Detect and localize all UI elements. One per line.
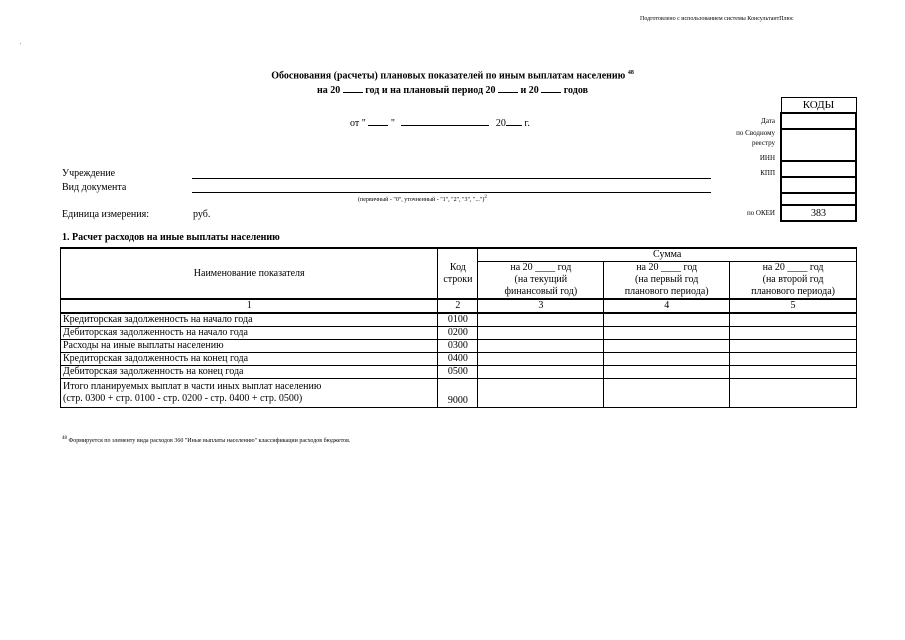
sum-cell[interactable] [478, 327, 604, 340]
total-row-code: 9000 [438, 379, 478, 408]
table-row [61, 366, 857, 379]
col-header-sum-3 [730, 262, 857, 300]
row-name: Кредиторская задолженность на конец года [61, 353, 438, 366]
row-code: 0200 [438, 327, 478, 340]
sum-cell[interactable] [478, 340, 604, 353]
total-row-name [61, 379, 438, 408]
sum-cell[interactable] [604, 353, 730, 366]
codes-header: КОДЫ [781, 98, 856, 114]
doc-type-label: Вид документа [62, 182, 127, 193]
sum-cell[interactable] [730, 366, 857, 379]
month-blank [401, 116, 489, 126]
code-registry-cell [781, 129, 856, 161]
row-code: 0300 [438, 340, 478, 353]
sum-cell[interactable] [604, 327, 730, 340]
code-date-cell [781, 113, 856, 129]
row-code: 0100 [438, 313, 478, 327]
col-header-sum-2-line3: планового периода) [624, 286, 709, 297]
codes-label-registry: по Сводному реестру [736, 129, 775, 147]
sum-cell[interactable] [478, 379, 604, 408]
code-okei-cell: 383 [781, 205, 856, 221]
sum-cell[interactable] [604, 313, 730, 327]
col-header-sum: Сумма [478, 248, 857, 262]
table-row [61, 353, 857, 366]
document-title [0, 66, 905, 98]
day-blank [368, 116, 388, 126]
codes-label-kpp: КПП [760, 169, 775, 177]
unit-value: руб. [193, 209, 211, 220]
col-number-2: 2 [438, 299, 478, 313]
col-header-sum-1 [478, 262, 604, 300]
row-code: 0500 [438, 366, 478, 379]
col-header-sum-2 [604, 262, 730, 300]
col-header-sum-3-line2: (на второй год [762, 274, 824, 285]
col-header-name: Наименование показателя [61, 248, 438, 299]
table-row [61, 327, 857, 340]
col-number-4: 4 [604, 299, 730, 313]
col-number-3: 3 [478, 299, 604, 313]
codes-label-okei: по ОКЕИ [746, 209, 775, 217]
sum-cell[interactable] [604, 379, 730, 408]
stray-dot: . [20, 40, 22, 46]
title-footnote-ref: 48 [627, 70, 634, 76]
col-number-5: 5 [730, 299, 857, 313]
col-header-sum-3-line1: на 20 ____ год [762, 262, 824, 273]
sum-cell[interactable] [730, 379, 857, 408]
table-row [61, 340, 857, 353]
calculation-table [60, 247, 857, 408]
codes-table [780, 97, 857, 222]
row-name: Расходы на иные выплаты населению [61, 340, 438, 353]
row-name: Кредиторская задолженность на начало года [61, 313, 438, 327]
sum-cell[interactable] [478, 353, 604, 366]
col-header-sum-2-line1: на 20 ____ год [636, 262, 698, 273]
col-header-sum-1-line3: финансовый год) [504, 286, 578, 297]
col-header-sum-2-line2: (на первый год [635, 274, 699, 285]
col-number-1: 1 [61, 299, 438, 313]
doc-type-line [192, 192, 711, 193]
doc-type-note [358, 195, 487, 203]
year-blank-2 [498, 83, 518, 93]
row-name: Дебиторская задолженность на начало года [61, 327, 438, 340]
table-row [61, 313, 857, 327]
row-code: 0400 [438, 353, 478, 366]
total-row-name-line2: (стр. 0300 + стр. 0100 - стр. 0200 - стр. 0400 + стр. 0500) [63, 393, 303, 404]
prepared-by-note: Подготовлено с использованием системы КонсультантПлюс [640, 16, 794, 22]
title-line-2-part-b: год и на плановый период 20 [365, 85, 496, 97]
doc-type-note-ref: 2 [484, 195, 487, 200]
date-from-label: от " [350, 118, 366, 129]
code-kpp-cell [781, 177, 856, 193]
col-header-sum-1-line1: на 20 ____ год [510, 262, 572, 273]
institution-line [192, 178, 711, 179]
col-header-sum-1-line2: (на текущий [514, 274, 568, 285]
sum-cell[interactable] [730, 340, 857, 353]
doc-type-note-text: (первичный - "0", уточненный - "1", "2", "3", "...") [358, 197, 485, 203]
col-header-code: Код строки [438, 248, 478, 299]
date-quote: " [390, 118, 395, 129]
year-blank-3 [541, 83, 561, 93]
codes-label-inn: ИНН [759, 154, 775, 162]
sum-cell[interactable] [478, 366, 604, 379]
date-year-blank [506, 116, 522, 126]
sum-cell[interactable] [478, 313, 604, 327]
sum-cell[interactable] [730, 353, 857, 366]
date-year-suffix: г. [524, 118, 530, 129]
sum-cell[interactable] [730, 327, 857, 340]
institution-label: Учреждение [62, 168, 116, 179]
title-line-2-part-c: и 20 [520, 85, 539, 97]
code-doctype-cell [781, 193, 856, 205]
table-row-total [61, 379, 857, 408]
footnote [62, 436, 350, 444]
total-row-name-line1: Итого планируемых выплат в части иных выплат населению [63, 381, 322, 392]
sum-cell[interactable] [604, 366, 730, 379]
footnote-text: Формируется по элементу вида расходов 360 "Иные выплаты населению" классификации расходов бюджетов. [68, 438, 351, 444]
year-blank-1 [343, 83, 363, 93]
sum-cell[interactable] [604, 340, 730, 353]
date-line [350, 116, 530, 129]
footnote-ref: 48 [62, 436, 67, 441]
title-line-2-part-a: на 20 [317, 85, 341, 97]
row-name: Дебиторская задолженность на конец года [61, 366, 438, 379]
title-line-1-text: Обоснования (расчеты) плановых показателей по иным выплатам населению [271, 70, 626, 82]
unit-label: Единица измерения: [62, 209, 149, 220]
title-line-2 [0, 83, 905, 98]
section-title: 1. Расчет расходов на иные выплаты населению [62, 232, 280, 243]
code-inn-cell [781, 161, 856, 177]
title-line-2-part-d: годов [563, 85, 588, 97]
sum-cell[interactable] [730, 313, 857, 327]
date-year-prefix: 20 [495, 118, 506, 129]
col-header-sum-3-line3: планового периода) [751, 286, 835, 297]
codes-label-date: Дата [761, 117, 775, 125]
title-line-1 [0, 66, 905, 83]
